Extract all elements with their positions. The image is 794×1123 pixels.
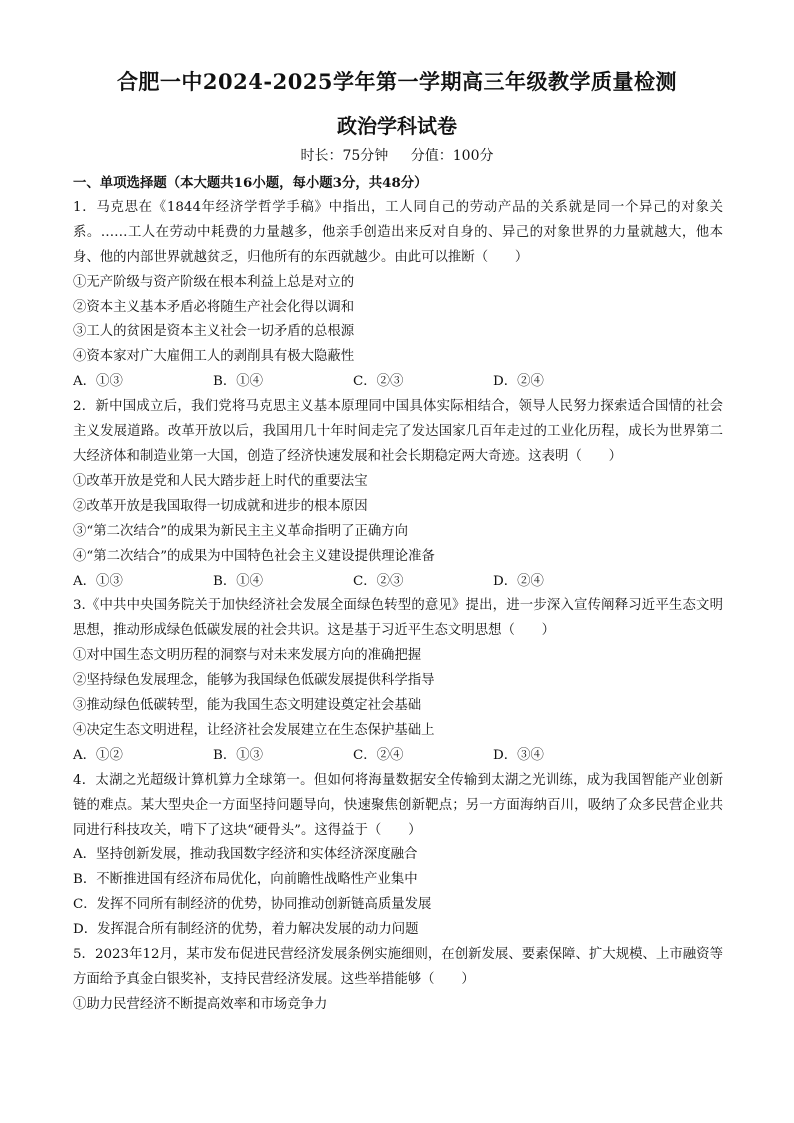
exam-score: 分值：100分 [410,148,494,164]
question-stem: 1．马克思在《1844年经济学哲学手稿》中指出，工人同自己的劳动产品的关系就是同一个异己的对象关系。……工人在劳动中耗费的力量越多，他亲手创造出来反对自身的、异己的对象世界的力量就越大，他本身、他的内部世界就越贫乏，归他所有的东西就越少。由此可以推断（ ） [73,199,723,265]
question-2 [73,395,723,594]
exam-meta [0,146,794,166]
statement: ③“第二次结合”的成果为新民主主义革命指明了正确方向 [73,523,409,539]
statement: ④资本家对广大雇佣工人的剥削具有极大隐蔽性 [73,349,355,365]
statement: ④“第二次结合”的成果为中国特色社会主义建设提供理论准备 [73,548,435,564]
choice-a: A．①② [73,747,123,763]
choice-b: B．①④ [213,374,264,390]
choice-a: A．①③ [73,374,123,390]
statement: ②改革开放是我国取得一切成就和进步的根本原因 [73,498,368,514]
statement: ③工人的贫困是资本主义社会一切矛盾的总根源 [73,324,355,340]
statement: ①改革开放是党和人民大踏步赶上时代的重要法宝 [73,473,368,489]
statement: ②坚持绿色发展理念，能够为我国绿色低碳发展提供科学指导 [73,673,435,689]
question-stem: 5．2023年12月，某市发布促进民营经济发展条例实施细则，在创新发展、要素保障、扩大规模、上市融资等方面给予真金白银奖补，支持民营经济发展。这些举措能够（ ） [73,947,723,987]
answer-choices [73,744,723,769]
exam-title: 合肥一中2024-2025学年第一学期高三年级教学质量检测 [116,69,678,94]
option-a: A．坚持创新发展，推动我国数字经济和实体经济深度融合 [73,847,418,863]
choice-c: C．②③ [353,374,404,390]
statement: ④决定生态文明进程，让经济社会发展建立在生态保护基础上 [73,722,435,738]
choice-b: B．①④ [213,573,264,589]
exam-content [73,171,723,1018]
answer-choices [73,570,723,595]
statement: ③推动绿色低碳转型，能为我国生态文明建设奠定社会基础 [73,698,422,714]
choice-d: D．③④ [493,747,544,763]
choice-c: C．②③ [353,573,404,589]
option-b: B．不断推进国有经济布局优化，向前瞻性战略性产业集中 [73,872,418,888]
statement: ②资本主义基本矛盾必将随生产社会化得以调和 [73,299,355,315]
choice-c: C．②④ [353,747,404,763]
question-stem: 3.《中共中央国务院关于加快经济社会发展全面绿色转型的意见》提出，进一步深入宣传阐释习近平生态文明思想，推动形成绿色低碳发展的社会共识。这是基于习近平生态文明思想（ ） [73,598,723,639]
choice-b: B．①③ [213,747,264,763]
choice-d: D．②④ [493,573,544,589]
question-3 [73,594,723,768]
statement: ①助力民营经济不断提高效率和市场竞争力 [73,996,328,1012]
section-heading: 一、单项选择题（本大题共16小题，每小题3分，共48分） [73,175,428,191]
question-5 [73,943,723,1018]
statement: ①无产阶级与资产阶级在根本利益上总是对立的 [73,274,355,290]
answer-choices [73,370,723,395]
question-stem: 2．新中国成立后，我们党将马克思主义基本原理同中国具体实际相结合，领导人民努力探索适合国情的社会主义发展道路。改革开放以后，我国用几十年时间走完了发达国家几百年走过的工业化历程，成长为世界第二大经济体和制造业第一大国，创造了经济快速发展和社会长期稳定两大奇迹。这表明（ ） [73,399,723,464]
question-4 [73,769,723,943]
question-stem: 4．太湖之光超级计算机算力全球第一。但如何将海量数据安全传输到太湖之光训练，成为我国智能产业创新链的难点。某大型央企一方面坚持问题导向，快速聚焦创新靶点；另一方面海纳百川，吸纳了众多民营企业共同进行科技攻关，啃下了这块“硬骨头”。这得益于（ ） [73,772,723,838]
choice-d: D．②④ [493,374,544,390]
exam-subtitle: 政治学科试卷 [337,114,457,138]
choice-a: A．①③ [73,573,123,589]
statement: ①对中国生态文明历程的洞察与对未来发展方向的准确把握 [73,648,422,664]
exam-duration: 时长：75分钟 [300,148,389,164]
option-d: D．发挥混合所有制经济的优势，着力解决发展的动力问题 [73,922,419,938]
question-1 [73,196,723,395]
option-c: C．发挥不同所有制经济的优势，协同推动创新链高质量发展 [73,897,432,913]
